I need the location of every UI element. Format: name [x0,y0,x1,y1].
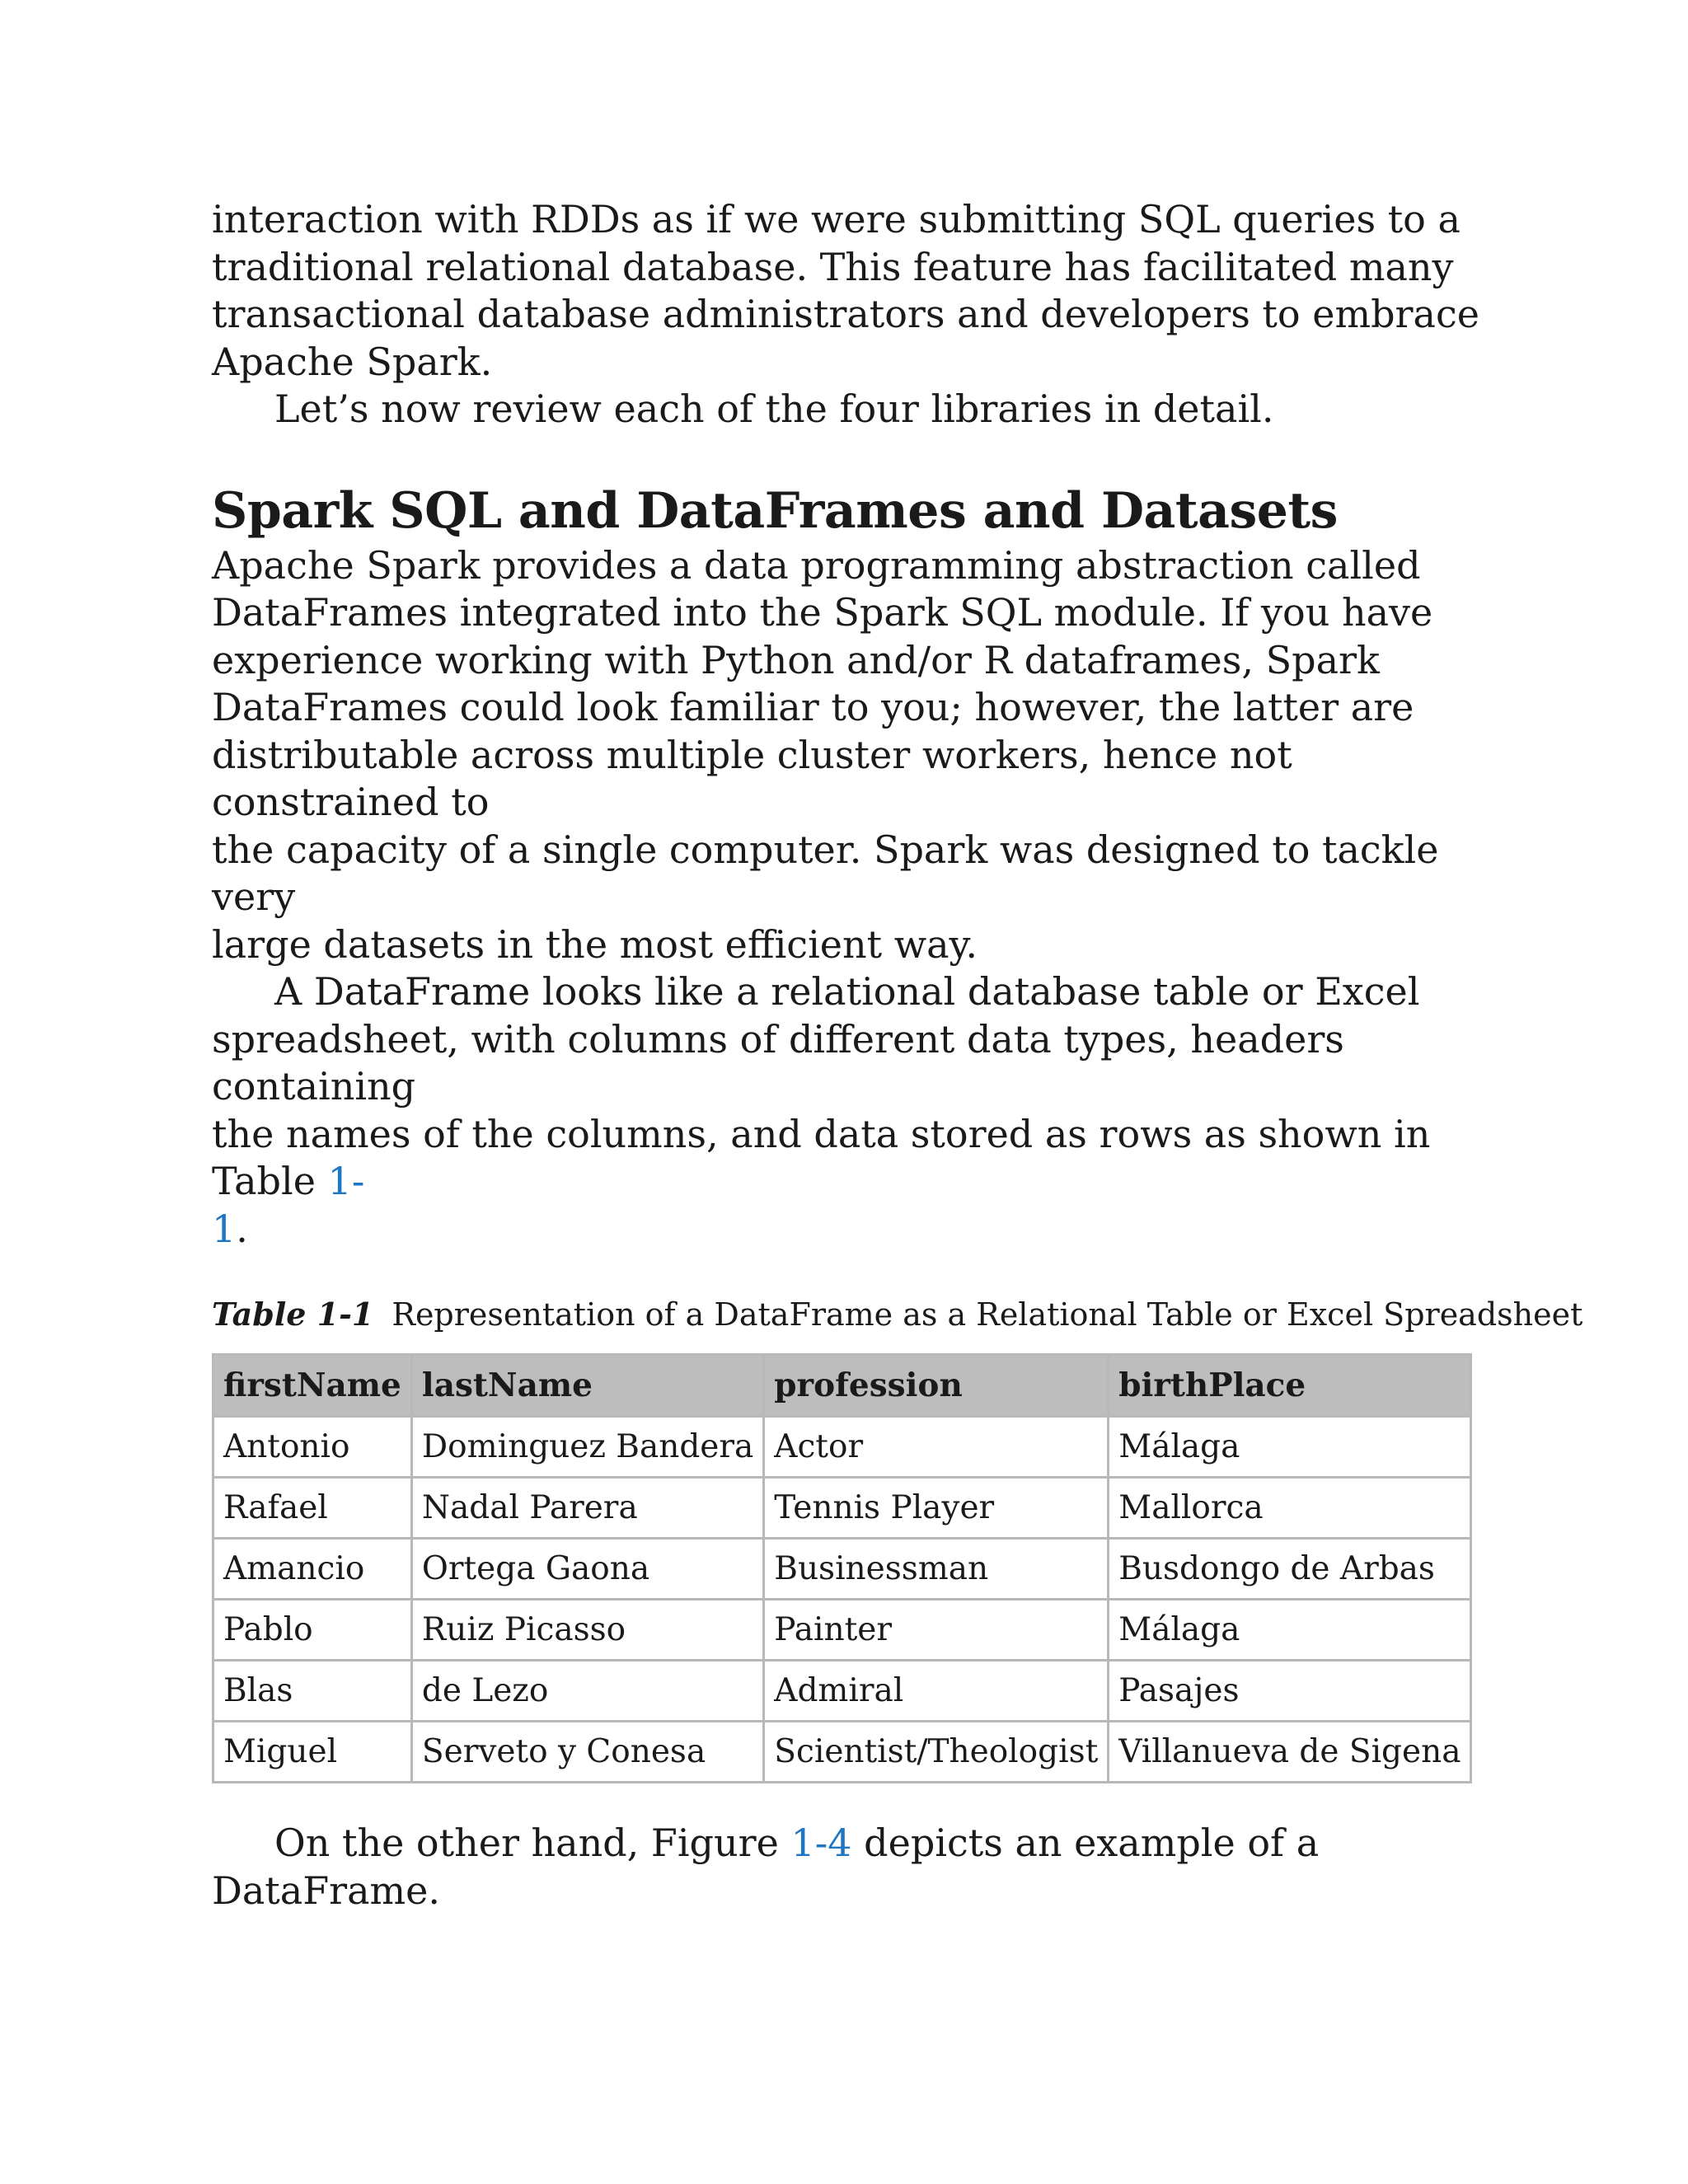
table-cell: Miguel [213,1722,412,1783]
table-cell: de Lezo [411,1661,763,1722]
text-line: transactional database administrators and developers to embrace [212,292,1479,336]
table-cell: Painter [764,1600,1109,1661]
text-line: A DataFrame looks like a relational database table or Excel [274,969,1420,1014]
closing-paragraph [212,1820,1498,1915]
table-row [213,1478,1471,1539]
section-heading: Spark SQL and DataFrames and Datasets [212,481,1338,540]
table-reference-link[interactable]: 1- [327,1159,365,1203]
text-line: the capacity of a single computer. Spark was designed to tackle very [212,827,1439,919]
column-header-profession: profession [764,1355,1109,1417]
dataframe-table [212,1353,1472,1783]
text-line: DataFrames could look familiar to you; however, the latter are [212,685,1414,729]
table-cell: Ruiz Picasso [411,1600,763,1661]
text-line: traditional relational database. This feature has facilitated many [212,244,1454,289]
table-caption-label: Table 1-1 [212,1296,374,1333]
sentence-end: . [236,1206,248,1251]
table-row [213,1600,1471,1661]
document-page [212,196,1583,1915]
dataframes-paragraph [212,542,1498,969]
table-row [213,1539,1471,1600]
text-line: spreadsheet, with columns of different data types, headers containing [212,1016,1344,1108]
table-cell: Serveto y Conesa [411,1722,763,1783]
text-line: distributable across multiple cluster workers, hence not constrained to [212,732,1292,824]
table-cell: Tennis Player [764,1478,1109,1539]
table-cell: Blas [213,1661,412,1722]
table-cell: Pablo [213,1600,412,1661]
table-cell: Pasajes [1109,1661,1471,1722]
column-header-birthplace: birthPlace [1109,1355,1471,1417]
table-row [213,1417,1471,1478]
table-cell: Dominguez Bandera [411,1417,763,1478]
table-cell: Mallorca [1109,1478,1471,1539]
closing-text-end: depicts an example of a DataFrame. [212,1821,1320,1913]
text-line: Apache Spark. [212,339,493,384]
text-line: the names of the columns, and data stored as rows as shown in Table [212,1111,1431,1203]
closing-text: On the other hand, Figure [274,1821,791,1865]
table-caption-text: Representation of a DataFrame as a Relational Table or Excel Spreadsheet [392,1296,1583,1333]
table-reference-link-continued[interactable]: 1 [212,1206,237,1251]
table-cell: Busdongo de Arbas [1109,1539,1471,1600]
table-caption [212,1294,1583,1335]
table-cell: Scientist/Theologist [764,1722,1109,1783]
table-cell: Rafael [213,1478,412,1539]
table-cell: Villanueva de Sigena [1109,1722,1471,1783]
text-line: experience working with Python and/or R dataframes, Spark [212,637,1380,682]
text-line: DataFrames integrated into the Spark SQL module. If you have [212,590,1433,635]
table-cell: Nadal Parera [411,1478,763,1539]
column-header-lastname: lastName [411,1355,763,1417]
table-row [213,1661,1471,1722]
column-header-firstname: firstName [213,1355,412,1417]
table-cell: Admiral [764,1661,1109,1722]
table-cell: Antonio [213,1417,412,1478]
intro-paragraph [212,196,1498,386]
table-cell: Málaga [1109,1600,1471,1661]
table-cell: Actor [764,1417,1109,1478]
dataframe-description-paragraph [212,968,1498,1253]
table-header-row [213,1355,1471,1417]
table-cell: Businessman [764,1539,1109,1600]
table-cell: Amancio [213,1539,412,1600]
table-row [213,1722,1471,1783]
text-line: large datasets in the most efficient way. [212,921,978,967]
intro-next-paragraph: Let’s now review each of the four libraries in detail. [274,387,1274,431]
text-line: interaction with RDDs as if we were submitting SQL queries to a [212,197,1461,241]
figure-reference-link[interactable]: 1-4 [790,1821,852,1865]
text-line: Apache Spark provides a data programming abstraction called [212,542,1421,588]
table-cell: Ortega Gaona [411,1539,763,1600]
table-cell: Málaga [1109,1417,1471,1478]
